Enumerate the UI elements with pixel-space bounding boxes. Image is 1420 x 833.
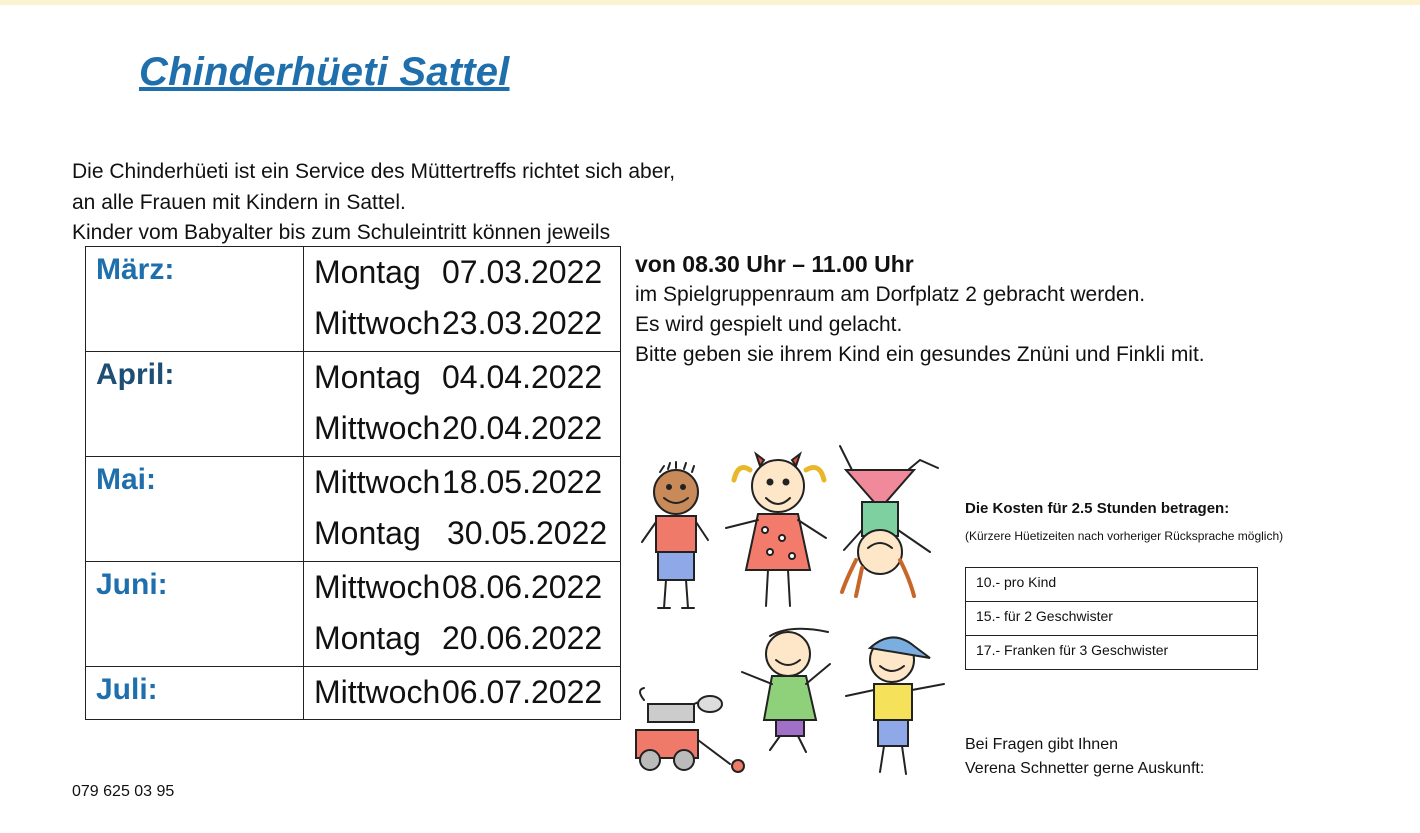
- month-label: Juni:: [96, 568, 168, 601]
- date-entry: Montag 04.04.2022: [314, 359, 603, 395]
- date-entry: Montag 20.06.2022: [314, 620, 603, 656]
- time-range: von 08.30 Uhr – 11.00 Uhr: [635, 251, 914, 277]
- date-entry: Mittwoch 20.04.2022: [314, 410, 603, 446]
- schedule-row-juli: [86, 667, 621, 720]
- phone-number: 079 625 03 95: [72, 783, 175, 800]
- price-cell: 10.- pro Kind: [966, 568, 1258, 602]
- contact-info: [965, 733, 1204, 781]
- contact-line: Verena Schnetter gerne Auskunft:: [965, 760, 1205, 777]
- price-cell: 17.- Franken für 3 Geschwister: [966, 636, 1258, 670]
- date-entry: Mittwoch 23.03.2022: [314, 305, 603, 341]
- info-line: Bitte geben sie ihrem Kind ein gesundes Znüni und Finkli mit.: [635, 343, 1205, 366]
- time-info: [635, 248, 1205, 370]
- costs-heading: Die Kosten für 2.5 Stunden betragen:: [965, 500, 1230, 517]
- intro-line: Kinder vom Babyalter bis zum Schuleintritt können jeweils: [72, 221, 611, 244]
- price-row: [966, 636, 1258, 670]
- month-label: April:: [96, 358, 175, 391]
- date-entry: Mittwoch 08.06.2022: [314, 569, 603, 605]
- info-line: Es wird gespielt und gelacht.: [635, 313, 903, 336]
- schedule-table: [85, 246, 621, 720]
- date-entry: Mittwoch 18.05.2022: [314, 464, 603, 500]
- month-label: Juli:: [96, 673, 158, 706]
- contact-line: Bei Fragen gibt Ihnen: [965, 736, 1118, 753]
- page-title: Chinderhüeti Sattel: [139, 50, 510, 94]
- date-entry: Montag 30.05.2022: [314, 515, 608, 551]
- children-drawing-icon: [630, 440, 960, 785]
- schedule-row-mai: [86, 457, 621, 562]
- price-table: [965, 567, 1258, 670]
- intro-line: Die Chinderhüeti ist ein Service des Müttertreffs richtet sich aber,: [72, 160, 676, 183]
- date-entry: Mittwoch 06.07.2022: [314, 674, 603, 710]
- schedule-row-juni: [86, 562, 621, 667]
- price-cell: 15.- für 2 Geschwister: [966, 602, 1258, 636]
- top-border: [0, 0, 1420, 5]
- intro-line: an alle Frauen mit Kindern in Sattel.: [72, 190, 406, 214]
- costs-section: [965, 500, 1283, 670]
- info-line: im Spielgruppenraum am Dorfplatz 2 gebracht werden.: [635, 283, 1146, 306]
- schedule-row-maerz: [86, 247, 621, 352]
- costs-note: (Kürzere Hüetizeiten nach vorheriger Rücksprache möglich): [965, 529, 1284, 543]
- price-row: [966, 568, 1258, 602]
- price-row: [966, 602, 1258, 636]
- month-label: März:: [96, 253, 175, 286]
- month-label: Mai:: [96, 463, 156, 496]
- intro-text: [72, 157, 675, 249]
- date-entry: Montag 07.03.2022: [314, 254, 603, 290]
- schedule-row-april: [86, 352, 621, 457]
